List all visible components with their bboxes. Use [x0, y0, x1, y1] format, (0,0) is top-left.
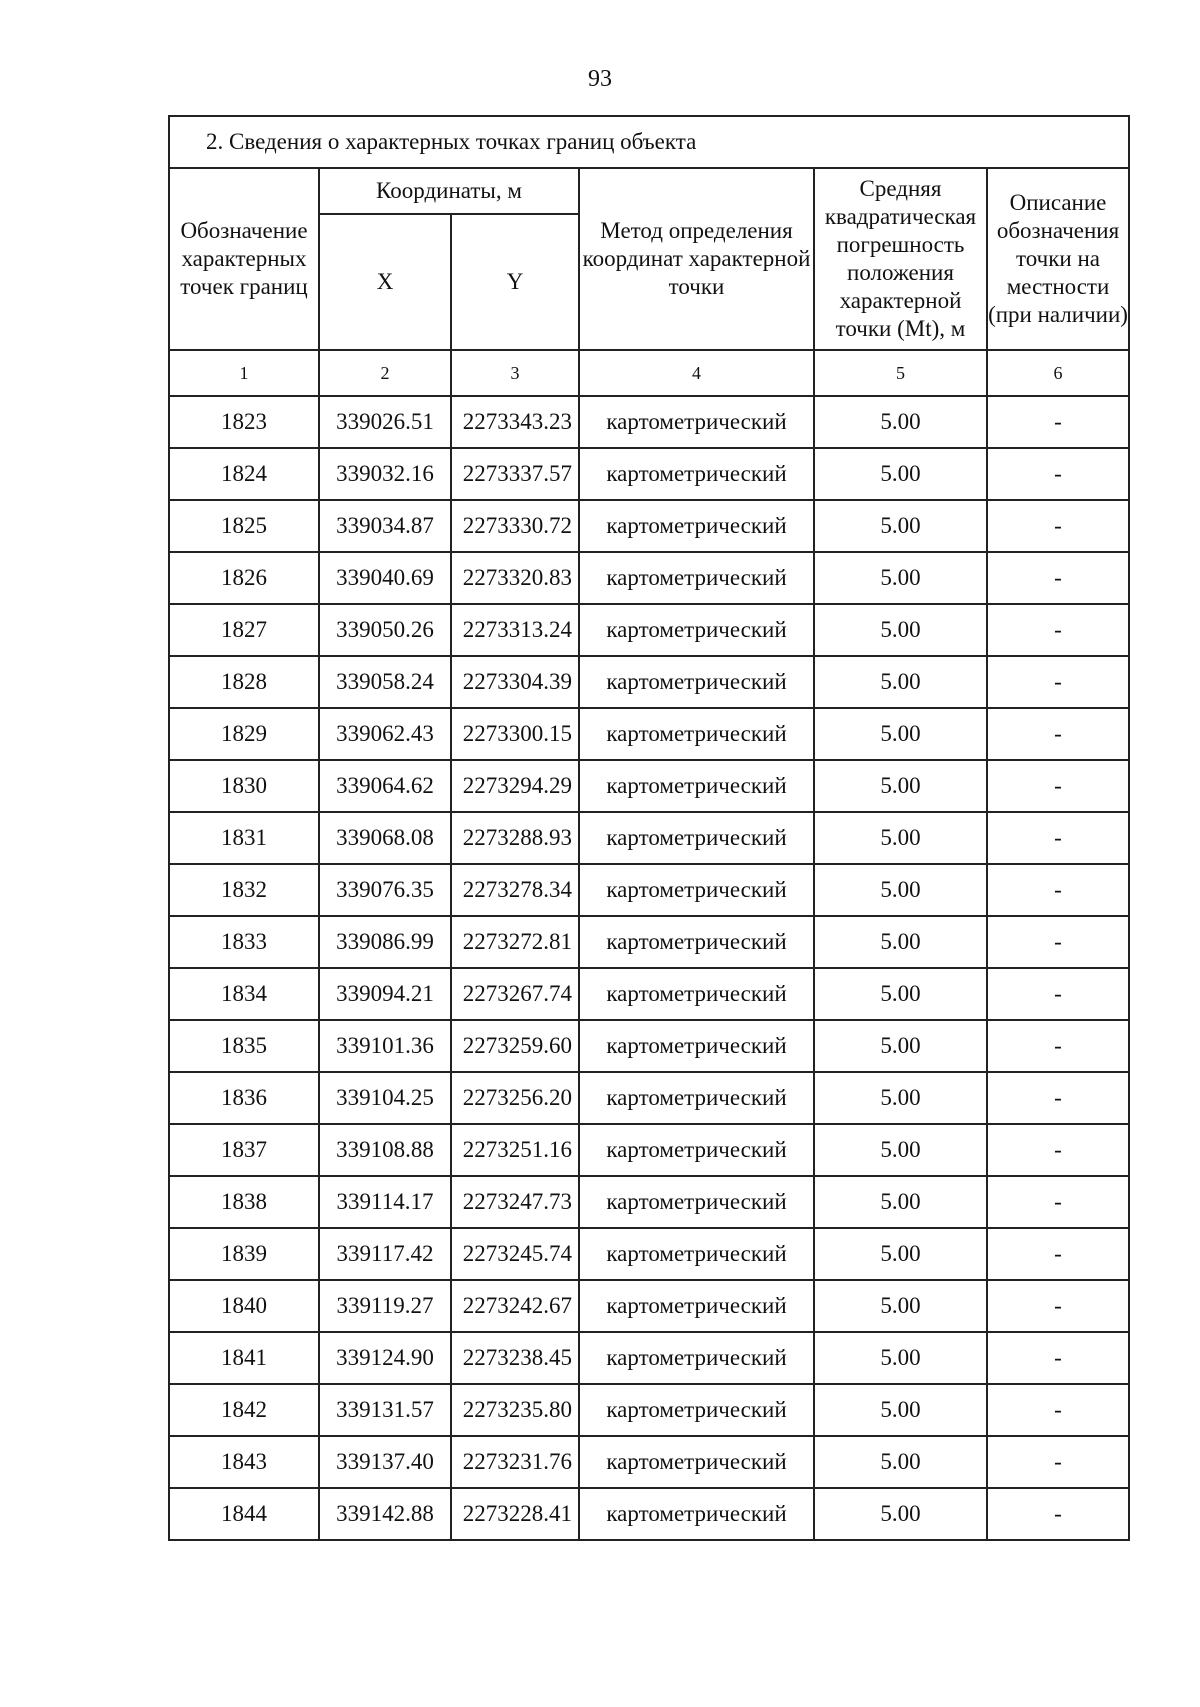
- error-cell: 5.00: [814, 1228, 987, 1280]
- error-cell: 5.00: [814, 1020, 987, 1072]
- method-cell: картометрический: [579, 1072, 814, 1124]
- x-cell: 339114.17: [319, 1176, 451, 1228]
- description-cell: -: [987, 1488, 1129, 1540]
- table-row: [169, 448, 1129, 500]
- x-cell: 339119.27: [319, 1280, 451, 1332]
- point-cell: 1835: [169, 1020, 319, 1072]
- page-number: 93: [588, 66, 612, 92]
- x-cell: 339032.16: [319, 448, 451, 500]
- method-cell: картометрический: [579, 708, 814, 760]
- error-cell: 5.00: [814, 812, 987, 864]
- y-cell: 2273235.80: [451, 1384, 579, 1436]
- point-cell: 1836: [169, 1072, 319, 1124]
- point-cell: 1827: [169, 604, 319, 656]
- y-cell: 2273228.41: [451, 1488, 579, 1540]
- description-cell: -: [987, 812, 1129, 864]
- description-cell: -: [987, 604, 1129, 656]
- method-cell: картометрический: [579, 1332, 814, 1384]
- point-cell: 1834: [169, 968, 319, 1020]
- description-cell: -: [987, 1020, 1129, 1072]
- x-cell: 339104.25: [319, 1072, 451, 1124]
- method-cell: картометрический: [579, 1020, 814, 1072]
- method-cell: картометрический: [579, 1280, 814, 1332]
- point-cell: 1838: [169, 1176, 319, 1228]
- header-x: X: [319, 214, 451, 350]
- method-cell: картометрический: [579, 1488, 814, 1540]
- y-cell: 2273278.34: [451, 864, 579, 916]
- method-cell: картометрический: [579, 968, 814, 1020]
- x-cell: 339062.43: [319, 708, 451, 760]
- point-cell: 1839: [169, 1228, 319, 1280]
- table-row: [169, 396, 1129, 448]
- error-cell: 5.00: [814, 1280, 987, 1332]
- description-cell: -: [987, 552, 1129, 604]
- y-cell: 2273267.74: [451, 968, 579, 1020]
- column-number: 2: [319, 350, 451, 396]
- y-cell: 2273304.39: [451, 656, 579, 708]
- method-cell: картометрический: [579, 916, 814, 968]
- point-cell: 1840: [169, 1280, 319, 1332]
- error-cell: 5.00: [814, 1436, 987, 1488]
- description-cell: -: [987, 448, 1129, 500]
- y-cell: 2273256.20: [451, 1072, 579, 1124]
- error-cell: 5.00: [814, 916, 987, 968]
- point-cell: 1824: [169, 448, 319, 500]
- point-cell: 1825: [169, 500, 319, 552]
- error-cell: 5.00: [814, 1488, 987, 1540]
- error-cell: 5.00: [814, 656, 987, 708]
- table-row: [169, 1124, 1129, 1176]
- point-cell: 1823: [169, 396, 319, 448]
- y-cell: 2273251.16: [451, 1124, 579, 1176]
- header-y: Y: [451, 214, 579, 350]
- header-method: Метод определения координат характерной точки: [579, 168, 814, 350]
- description-cell: -: [987, 916, 1129, 968]
- table-row: [169, 1176, 1129, 1228]
- x-cell: 339064.62: [319, 760, 451, 812]
- column-number: 4: [579, 350, 814, 396]
- y-cell: 2273247.73: [451, 1176, 579, 1228]
- method-cell: картометрический: [579, 1436, 814, 1488]
- y-cell: 2273300.15: [451, 708, 579, 760]
- description-cell: -: [987, 864, 1129, 916]
- error-cell: 5.00: [814, 968, 987, 1020]
- method-cell: картометрический: [579, 1176, 814, 1228]
- error-cell: 5.00: [814, 864, 987, 916]
- x-cell: 339050.26: [319, 604, 451, 656]
- x-cell: 339034.87: [319, 500, 451, 552]
- error-cell: 5.00: [814, 448, 987, 500]
- point-cell: 1828: [169, 656, 319, 708]
- header-description: Описание обозначения точки на местности (при наличии): [987, 168, 1129, 350]
- error-cell: 5.00: [814, 604, 987, 656]
- point-cell: 1843: [169, 1436, 319, 1488]
- point-cell: 1837: [169, 1124, 319, 1176]
- table-row: [169, 1280, 1129, 1332]
- error-cell: 5.00: [814, 500, 987, 552]
- y-cell: 2273288.93: [451, 812, 579, 864]
- description-cell: -: [987, 708, 1129, 760]
- y-cell: 2273320.83: [451, 552, 579, 604]
- table-row: [169, 1072, 1129, 1124]
- x-cell: 339040.69: [319, 552, 451, 604]
- x-cell: 339117.42: [319, 1228, 451, 1280]
- table-row: [169, 604, 1129, 656]
- table-row: [169, 864, 1129, 916]
- point-cell: 1826: [169, 552, 319, 604]
- method-cell: картометрический: [579, 552, 814, 604]
- method-cell: картометрический: [579, 1228, 814, 1280]
- method-cell: картометрический: [579, 656, 814, 708]
- table-row: [169, 916, 1129, 968]
- error-cell: 5.00: [814, 396, 987, 448]
- y-cell: 2273330.72: [451, 500, 579, 552]
- description-cell: -: [987, 1280, 1129, 1332]
- description-cell: -: [987, 1072, 1129, 1124]
- x-cell: 339058.24: [319, 656, 451, 708]
- table-row: [169, 1488, 1129, 1540]
- column-number: 3: [451, 350, 579, 396]
- error-cell: 5.00: [814, 708, 987, 760]
- y-cell: 2273294.29: [451, 760, 579, 812]
- error-cell: 5.00: [814, 1072, 987, 1124]
- y-cell: 2273238.45: [451, 1332, 579, 1384]
- method-cell: картометрический: [579, 760, 814, 812]
- point-cell: 1829: [169, 708, 319, 760]
- description-cell: -: [987, 656, 1129, 708]
- table-row: [169, 500, 1129, 552]
- x-cell: 339094.21: [319, 968, 451, 1020]
- description-cell: -: [987, 1384, 1129, 1436]
- description-cell: -: [987, 1124, 1129, 1176]
- description-cell: -: [987, 968, 1129, 1020]
- description-cell: -: [987, 1228, 1129, 1280]
- method-cell: картометрический: [579, 1384, 814, 1436]
- description-cell: -: [987, 396, 1129, 448]
- y-cell: 2273272.81: [451, 916, 579, 968]
- table-row: [169, 812, 1129, 864]
- description-cell: -: [987, 500, 1129, 552]
- header-error: Средняя квадратическая погрешность положения характерной точки (Mt), м: [814, 168, 987, 350]
- y-cell: 2273337.57: [451, 448, 579, 500]
- point-cell: 1833: [169, 916, 319, 968]
- x-cell: 339068.08: [319, 812, 451, 864]
- table-row: [169, 552, 1129, 604]
- description-cell: -: [987, 1176, 1129, 1228]
- x-cell: 339137.40: [319, 1436, 451, 1488]
- description-cell: -: [987, 1436, 1129, 1488]
- point-cell: 1830: [169, 760, 319, 812]
- section-title: 2. Сведения о характерных точках границ объекта: [169, 116, 1129, 168]
- y-cell: 2273231.76: [451, 1436, 579, 1488]
- point-cell: 1844: [169, 1488, 319, 1540]
- error-cell: 5.00: [814, 1124, 987, 1176]
- table-row: [169, 1228, 1129, 1280]
- point-cell: 1831: [169, 812, 319, 864]
- column-number: 5: [814, 350, 987, 396]
- table-row: [169, 708, 1129, 760]
- y-cell: 2273313.24: [451, 604, 579, 656]
- x-cell: 339026.51: [319, 396, 451, 448]
- table-row: [169, 1436, 1129, 1488]
- error-cell: 5.00: [814, 1384, 987, 1436]
- description-cell: -: [987, 1332, 1129, 1384]
- table-row: [169, 656, 1129, 708]
- table-row: [169, 968, 1129, 1020]
- method-cell: картометрический: [579, 1124, 814, 1176]
- method-cell: картометрический: [579, 448, 814, 500]
- x-cell: 339124.90: [319, 1332, 451, 1384]
- point-cell: 1842: [169, 1384, 319, 1436]
- y-cell: 2273242.67: [451, 1280, 579, 1332]
- y-cell: 2273245.74: [451, 1228, 579, 1280]
- method-cell: картометрический: [579, 396, 814, 448]
- column-number: 1: [169, 350, 319, 396]
- method-cell: картометрический: [579, 500, 814, 552]
- point-cell: 1832: [169, 864, 319, 916]
- error-cell: 5.00: [814, 552, 987, 604]
- point-cell: 1841: [169, 1332, 319, 1384]
- table-row: [169, 760, 1129, 812]
- y-cell: 2273343.23: [451, 396, 579, 448]
- boundary-points-table: [168, 115, 1130, 1541]
- column-number-row: [169, 350, 1129, 396]
- table-row: [169, 1384, 1129, 1436]
- header-coords: Координаты, м: [319, 168, 579, 214]
- x-cell: 339086.99: [319, 916, 451, 968]
- header-point: Обозначение характерных точек границ: [169, 168, 319, 350]
- error-cell: 5.00: [814, 760, 987, 812]
- x-cell: 339101.36: [319, 1020, 451, 1072]
- method-cell: картометрический: [579, 812, 814, 864]
- description-cell: -: [987, 760, 1129, 812]
- x-cell: 339142.88: [319, 1488, 451, 1540]
- table-row: [169, 1020, 1129, 1072]
- error-cell: 5.00: [814, 1332, 987, 1384]
- x-cell: 339108.88: [319, 1124, 451, 1176]
- x-cell: 339076.35: [319, 864, 451, 916]
- y-cell: 2273259.60: [451, 1020, 579, 1072]
- method-cell: картометрический: [579, 864, 814, 916]
- column-number: 6: [987, 350, 1129, 396]
- error-cell: 5.00: [814, 1176, 987, 1228]
- x-cell: 339131.57: [319, 1384, 451, 1436]
- table-row: [169, 1332, 1129, 1384]
- method-cell: картометрический: [579, 604, 814, 656]
